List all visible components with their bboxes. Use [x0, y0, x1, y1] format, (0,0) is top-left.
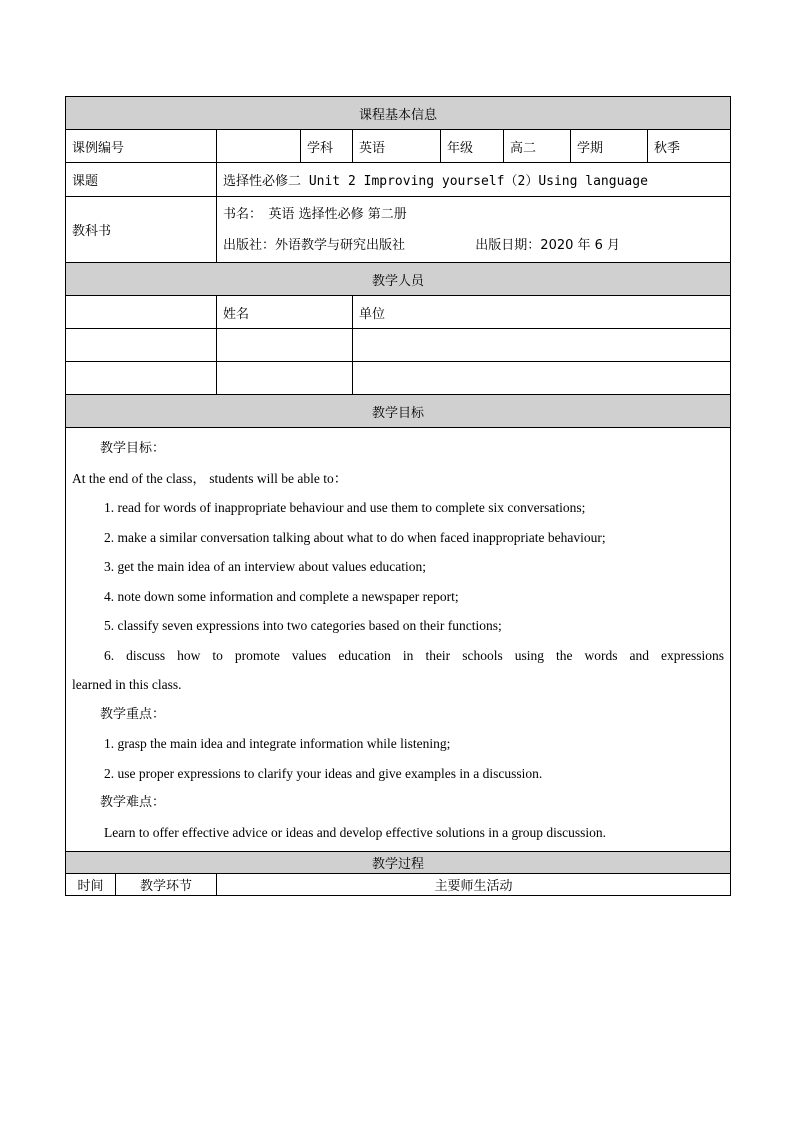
staff-name-label: 姓名	[217, 296, 353, 329]
subject-label: 学科	[301, 130, 353, 163]
goal-item: 5. classify seven expressions into two categories based on their functions;	[104, 618, 502, 633]
staff-header-row	[66, 263, 731, 296]
process-title: 教学过程	[66, 852, 731, 874]
goal-heading: 教学目标：	[100, 441, 166, 456]
staff-name	[217, 362, 353, 395]
topic-value: 选择性必修二 Unit 2 Improving yourself（2）Using language	[217, 163, 731, 197]
subject-value: 英语	[353, 130, 441, 163]
goal-item-continued: learned in this class.	[72, 677, 182, 692]
goal-item: 2. make a similar conversation talking about what to do when faced inappropriate behaviour;	[104, 529, 606, 545]
difficult-point-item: Learn to offer effective advice or ideas and develop effective solutions in a group discussion.	[104, 824, 606, 840]
staff-role-cell	[66, 296, 217, 329]
process-table	[65, 851, 731, 896]
process-col-stage: 教学环节	[116, 874, 217, 896]
staff-unit	[353, 362, 731, 395]
process-columns-row	[66, 874, 731, 896]
staff-table	[65, 262, 731, 395]
book-name: 书名： 英语 选择性必修 第二册	[223, 206, 407, 222]
staff-role	[66, 362, 217, 395]
basic-info-table	[65, 96, 731, 263]
goal-item: 4. note down some information and complete a newspaper report;	[104, 588, 459, 604]
topic-row	[66, 163, 731, 197]
publisher-line	[223, 230, 724, 261]
basic-info-row	[66, 130, 731, 163]
staff-role	[66, 329, 217, 362]
textbook-details	[217, 197, 731, 263]
goal-item: 3. get the main idea of an interview about values education;	[104, 559, 427, 574]
lesson-plan-page	[65, 96, 730, 896]
basic-info-header-row	[66, 97, 731, 130]
process-header-row	[66, 852, 731, 874]
term-label: 学期	[571, 130, 648, 163]
key-points-heading: 教学重点：	[100, 706, 166, 722]
staff-row	[66, 362, 731, 395]
case-no-label: 课例编号	[66, 130, 217, 163]
objectives-body	[66, 428, 731, 852]
grade-value: 高二	[504, 130, 571, 163]
difficult-points-heading: 教学难点：	[100, 795, 166, 810]
basic-info-title: 课程基本信息	[66, 97, 731, 130]
goal-intro: At the end of the class， students will be able to：	[72, 470, 348, 486]
key-point-item: 1. grasp the main idea and integrate information while listening;	[104, 736, 451, 751]
staff-name	[217, 329, 353, 362]
key-point-item: 2. use proper expressions to clarify your ideas and give examples in a discussion.	[104, 765, 543, 781]
publish-date: 出版日期：2020 年 6 月	[475, 237, 621, 253]
term-value: 秋季	[648, 130, 731, 163]
publisher: 出版社：外语教学与研究出版社	[223, 237, 406, 253]
goal-item: 6. discuss how to promote values education in their schools using the words and expressions	[104, 647, 724, 663]
textbook-label: 教科书	[66, 197, 217, 263]
objectives-table	[65, 394, 731, 852]
case-no-value	[217, 130, 301, 163]
process-col-activity: 主要师生活动	[217, 874, 731, 896]
goal-item: 1. read for words of inappropriate behaviour and use them to complete six conversations;	[104, 500, 586, 515]
topic-label: 课题	[66, 163, 217, 197]
staff-unit-label: 单位	[353, 296, 731, 329]
staff-columns-row	[66, 296, 731, 329]
objectives-title: 教学目标	[66, 395, 731, 428]
objectives-header-row	[66, 395, 731, 428]
staff-row	[66, 329, 731, 362]
process-col-time: 时间	[66, 874, 116, 896]
grade-label: 年级	[441, 130, 504, 163]
staff-unit	[353, 329, 731, 362]
staff-title: 教学人员	[66, 263, 731, 296]
objectives-body-row	[66, 428, 731, 852]
textbook-row	[66, 197, 731, 263]
